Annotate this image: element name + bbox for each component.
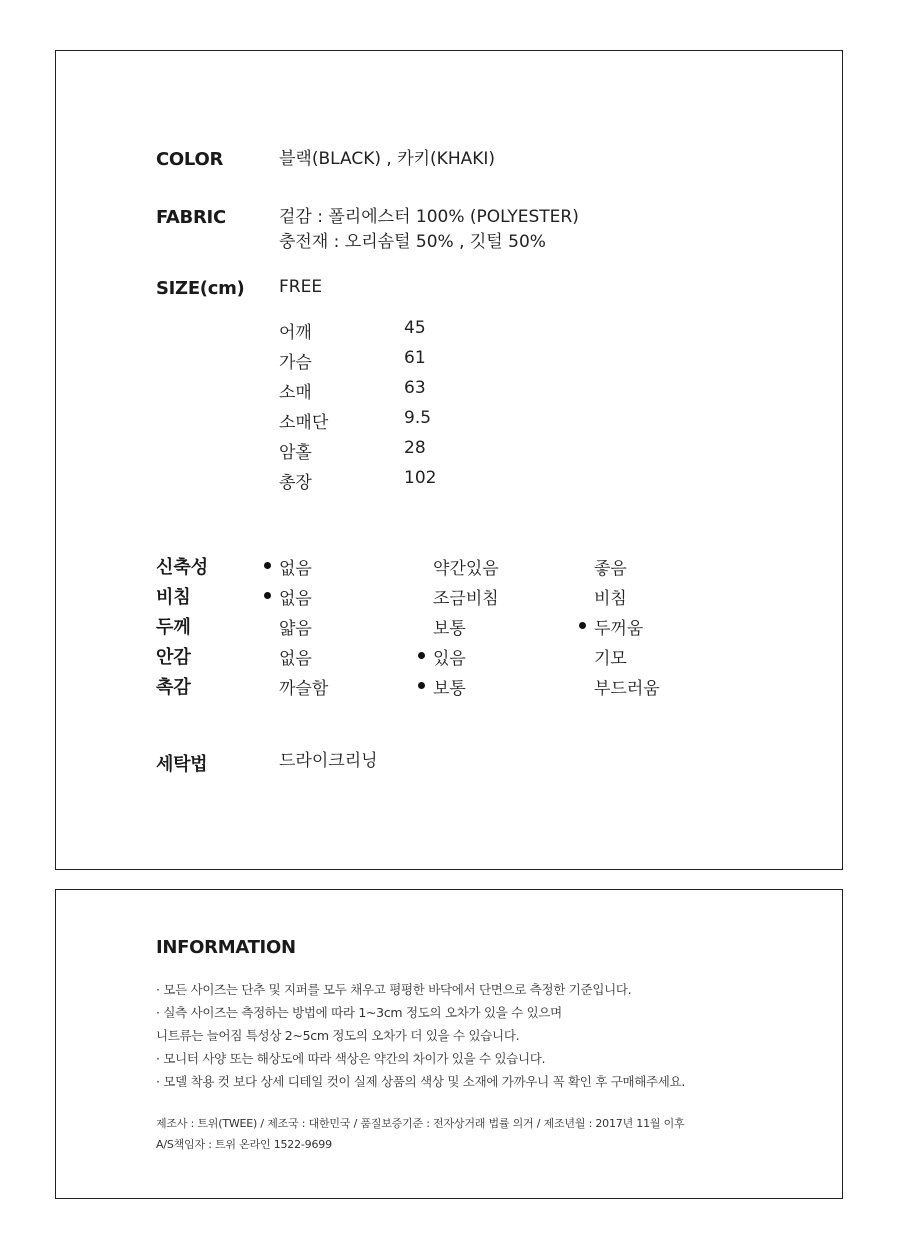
- attr-option: 얇음: [279, 619, 312, 639]
- selected-dot-icon: [579, 622, 586, 629]
- attr-option: 약간있음: [433, 559, 499, 579]
- info-note: · 모델 착용 컷 보다 상세 디테일 컷이 실제 상품의 색상 및 소재에 가까우니 꼭 확인 후 구매해주세요.: [156, 1074, 686, 1089]
- color-value: 블랙(BLACK) , 카키(KHAKI): [279, 149, 496, 169]
- size-row-shoulder: [279, 318, 579, 348]
- manufacturer-info: 제조사 : 트위(TWEE) / 제조국 : 대한민국 / 품질보증기준 : 전자상거래 법률 의거 / 제조년월 : 2017년 11월 이후: [156, 1117, 685, 1130]
- size-name: 소매: [279, 383, 312, 403]
- size-name: 암홀: [279, 443, 312, 463]
- selected-dot-icon: [418, 682, 425, 689]
- attr-option: 비침: [594, 589, 627, 609]
- fabric-filling: 충전재 : 오리솜털 50% , 깃털 50%: [279, 232, 546, 252]
- attr-option: 없음: [279, 584, 312, 609]
- attr-row-texture: [156, 673, 756, 703]
- selected-dot-icon: [418, 652, 425, 659]
- attr-row-stretch: [156, 553, 756, 583]
- attr-name: 안감: [156, 647, 191, 668]
- selected-dot-icon: [264, 592, 271, 599]
- size-row-armhole: [279, 438, 579, 468]
- attr-name: 촉감: [156, 677, 191, 698]
- attr-option: 기모: [594, 649, 627, 669]
- size-value: FREE: [279, 277, 323, 297]
- attr-option: 보통: [433, 674, 466, 699]
- attr-option: 조금비침: [433, 589, 499, 609]
- attr-option: 두꺼움: [594, 614, 643, 639]
- as-contact-info: A/S책임자 : 트위 온라인 1522-9699: [156, 1138, 332, 1151]
- attr-option: 보통: [433, 619, 466, 639]
- size-measure: 9.5: [404, 408, 432, 428]
- attr-option: 좋음: [594, 559, 627, 579]
- size-row-cuff: [279, 408, 579, 438]
- attr-row-thickness: [156, 613, 756, 643]
- attr-option: 없음: [279, 649, 312, 669]
- info-note: · 모니터 사양 또는 해상도에 따라 색상은 약간의 차이가 있을 수 있습니다.: [156, 1051, 546, 1066]
- attr-option: 까슬함: [279, 679, 329, 699]
- attr-name: 비침: [156, 587, 191, 608]
- size-measure: 63: [404, 378, 426, 398]
- size-name: 소매단: [279, 413, 329, 433]
- fabric-label: FABRIC: [156, 207, 226, 228]
- size-name: 총장: [279, 473, 312, 493]
- selected-dot-icon: [264, 562, 271, 569]
- wash-label: 세탁법: [156, 754, 208, 775]
- information-box: [55, 889, 843, 1199]
- info-note: · 모든 사이즈는 단추 및 지퍼를 모두 채우고 평평한 바닥에서 단면으로 측정한 기준입니다.: [156, 982, 632, 997]
- color-label: COLOR: [156, 149, 224, 170]
- info-note: · 실측 사이즈는 측정하는 방법에 따라 1~3cm 정도의 오차가 있을 수 있으며: [156, 1005, 562, 1020]
- product-spec-box: [55, 50, 843, 870]
- size-name: 가슴: [279, 353, 312, 373]
- size-measure: 45: [404, 318, 426, 338]
- size-row-length: [279, 468, 579, 498]
- wash-value: 드라이크리닝: [279, 751, 378, 771]
- size-measure: 61: [404, 348, 426, 368]
- size-row-sleeve: [279, 378, 579, 408]
- size-label: SIZE(cm): [156, 278, 245, 299]
- info-note: 니트류는 늘어짐 특성상 2~5cm 정도의 오차가 더 있을 수 있습니다.: [156, 1028, 520, 1043]
- attr-row-sheerness: [156, 583, 756, 613]
- fabric-outer: 겉감 : 폴리에스터 100% (POLYESTER): [279, 207, 579, 227]
- attr-name: 두께: [156, 617, 191, 638]
- attr-option: 부드러움: [594, 679, 660, 699]
- attr-name: 신축성: [156, 557, 209, 578]
- size-name: 어깨: [279, 323, 312, 343]
- attr-row-lining: [156, 643, 756, 673]
- size-measure: 28: [404, 438, 426, 458]
- size-measure: 102: [404, 468, 437, 488]
- attr-option: 없음: [279, 554, 312, 579]
- size-row-chest: [279, 348, 579, 378]
- information-title: INFORMATION: [156, 937, 296, 958]
- attr-option: 있음: [433, 644, 466, 669]
